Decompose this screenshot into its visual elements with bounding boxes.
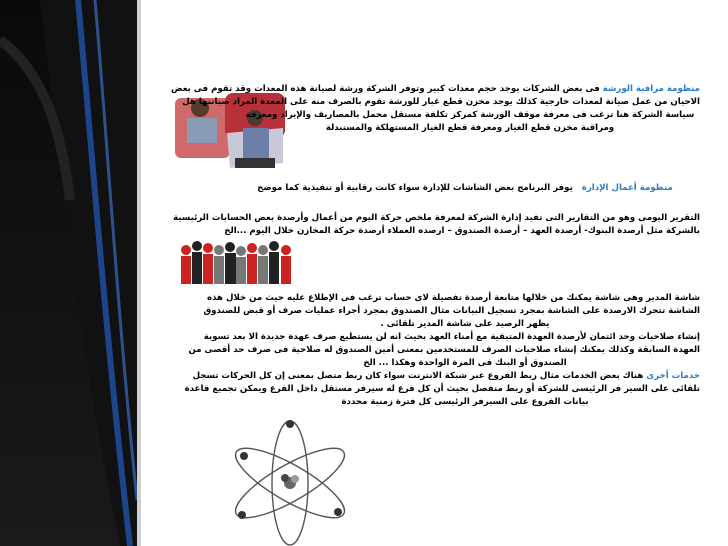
workshop-title[interactable]: منظومة مراقبة الورشة <box>602 84 700 94</box>
other-services-title[interactable]: خدمات أخرى <box>646 371 700 381</box>
daily-report-section <box>173 212 700 238</box>
daily-report-line-1: التقرير اليومى وهو من التقارير التى تفيد إدارة الشركة لمعرفة ملخص حركة اليوم من أعمال وأرصدة بعض الحسابات الرئيسية <box>173 213 700 223</box>
left-decorative-panel <box>0 0 137 546</box>
manager-line-2: الشاشة تتحرك الارصدة على الشاشة بمجرد تسجيل البيانات مثال الصندوق بمجرد أجراء عمليات صرف أو قبض للصندوق <box>203 306 700 316</box>
manager-section <box>184 292 700 409</box>
manager-line-3: يظهر الرصيد على شاشة المدير تلقائى . <box>380 319 550 329</box>
workshop-text-line-4: ومراقبة مخزن قطع الغيار ومعرفة قطع الغيار المستهلكة والمستبدلة <box>325 123 615 133</box>
workshop-text-line-3: سياسة الشركة هنا ترغب فى معرفة موقف الورشة كمركز تكلفة مستقل محمل بالمصاريف والإيراد ومعرفة <box>245 110 695 120</box>
atom-illustration <box>220 420 360 546</box>
management-title[interactable]: منظومة أعمال الإدارة <box>581 183 673 193</box>
daily-report-line-2: بالشركة مثل أرصدة البنوك- أرصدة العهد – أرصدة الصندوق – ارصده العملاء أرصدة حركة المخازن خلال اليوم ...الخ <box>224 226 700 236</box>
slide-edge <box>137 0 141 546</box>
other-services-line-3: بيانات الفروع على السيرفر الرئيسى كل فترة زمنية محددة <box>341 397 589 407</box>
crowd-illustration <box>178 236 298 291</box>
workshop-section <box>170 83 700 135</box>
manager-line-6: الصندوق أو البنك فى المرة الواحدة وهكذا ... الخ <box>363 358 567 368</box>
management-section <box>230 182 700 195</box>
workshop-text-line-2: الاحيان من عمل صيانة لمعدات خارجية كذلك يوجد مخزن قطع غيار للورشة تقوم بالصرف منه على المعدة المراد صيانتها هل <box>182 97 700 107</box>
workshop-text-line-1: فى بعض الشركات يوجد حجم معدات كبير وتوفر الشركة ورشة لصيانة هذه المعدات وقد تقوم فى بعض <box>170 84 600 94</box>
management-text: يوفر البرنامج بعض الشاشات للإدارة سواء كانت رقابية أو تنفيذية كما موضح <box>257 183 573 193</box>
other-services-line-1: هناك بعض الخدمات مثال ربط الفروع عبر شبكة الانترنت سواء كان ربط متصل بمعنى إن كل الحركات تسجل <box>192 371 644 381</box>
manager-line-4: إنشاء صلاحيات وحد ائتمان لأرصدة العهدة المتبقية مع أمناء العهد بحيث انه لن يستطيع صرف عهدة جديدة الا بعد تسوية <box>203 332 700 342</box>
manager-line-5: العهدة السابقة وكذلك يمكنك إنشاء صلاحيات الصرف للمستخدمين بمعنى أمين الصندوق له صلاحية فى صرف حد أقصى من <box>188 345 700 355</box>
other-services-line-2: تلقائى على السير فر الرئيسى للشركة أو ربط منفصل بحيث أن كل فرع له سيرفر مستقل داخل الفرع ويمكن تجميع قاعدة <box>184 384 700 394</box>
panel-stripes <box>0 0 137 546</box>
manager-line-1: شاشة المدير وهى شاشة يمكنك من خلالها متابعة أرصدة تفصيلة لاى حساب ترغب فى الإطلاع عليه حيث من خلال هذه <box>207 293 700 303</box>
